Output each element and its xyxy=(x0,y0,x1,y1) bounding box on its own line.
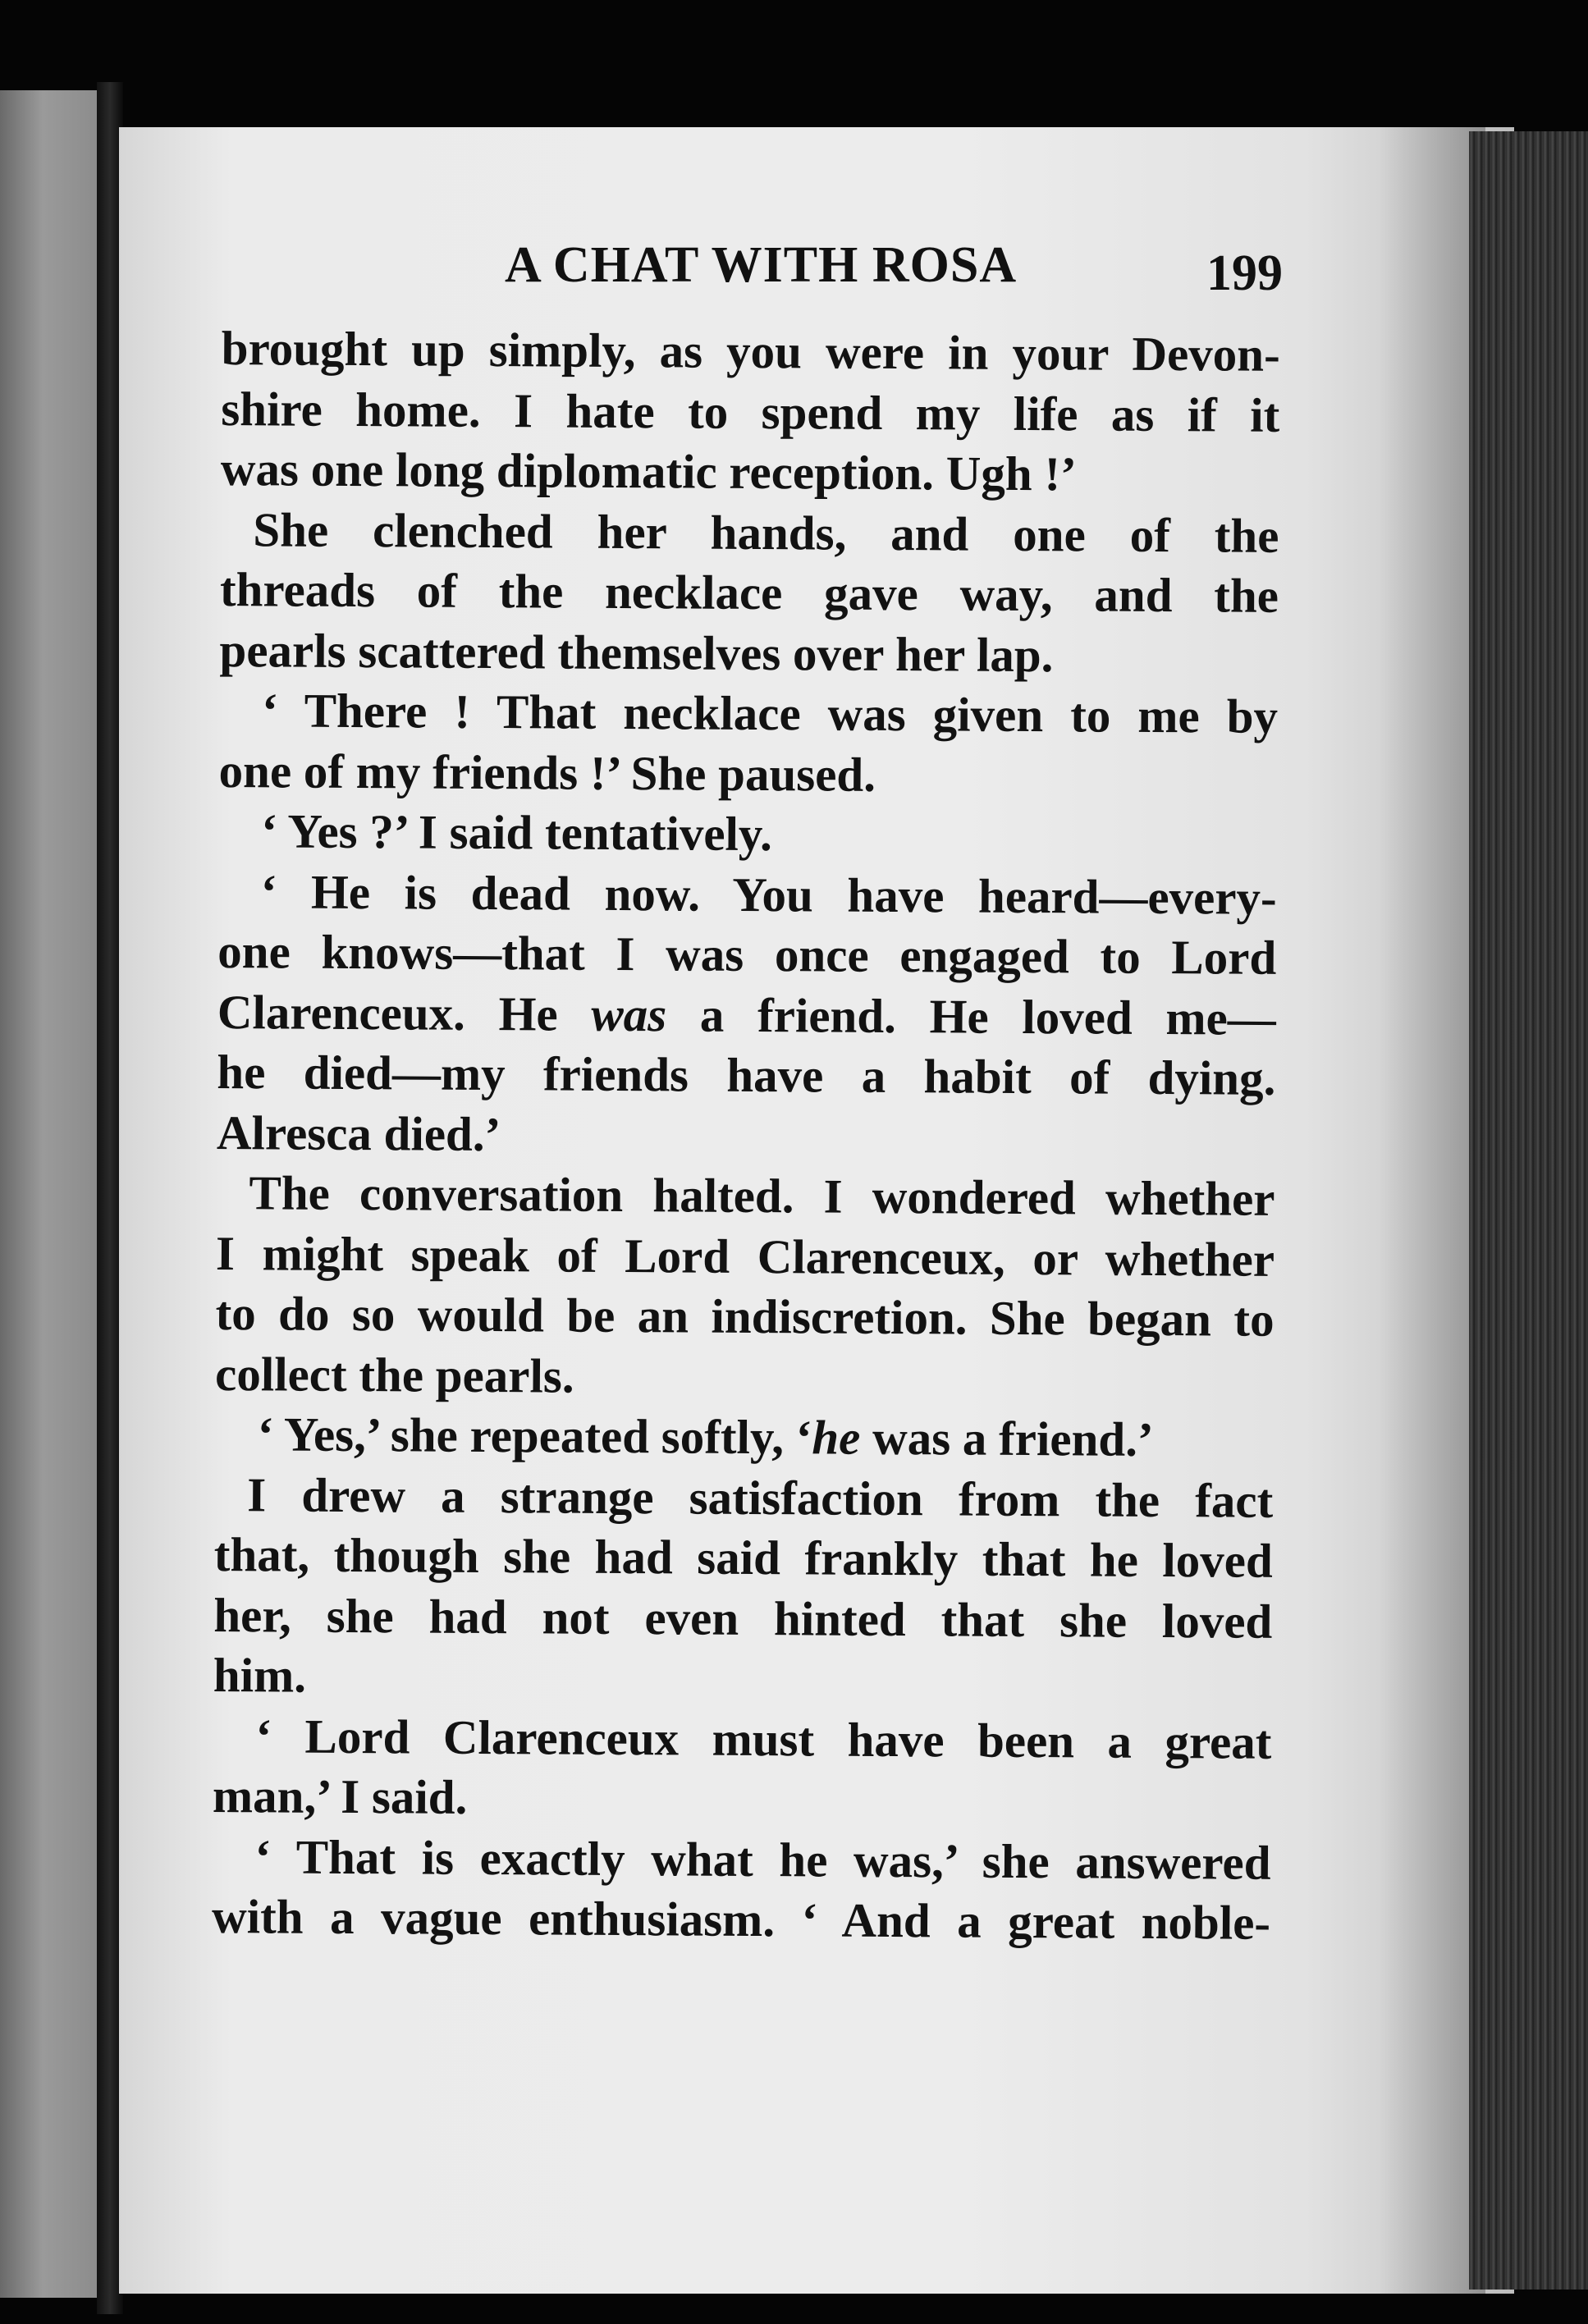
text-line: to do so would be an indiscretion. She began to xyxy=(215,1285,1275,1347)
text-line: ‘ He is dead now. You have heard—every- xyxy=(260,863,1277,925)
text-line: The conversation halted. I wondered whether xyxy=(249,1165,1275,1226)
text-line: shire home. I hate to spend my life as if it xyxy=(221,381,1280,442)
text-segment: a friend. He loved me— xyxy=(699,987,1277,1045)
running-head: A CHAT WITH ROSA xyxy=(505,237,1018,293)
text-line: with a vague enthusiasm. ‘ And a great noble- xyxy=(211,1888,1271,1950)
text-line: ‘ That is exactly what he was,’ she answered xyxy=(254,1828,1271,1890)
text-line: man,’ I said. xyxy=(212,1768,468,1824)
page-number: 199 xyxy=(1206,245,1283,301)
text-line: he died—my friends have a habit of dying. xyxy=(217,1044,1276,1105)
text-line: I drew a strange satisfaction from the fact xyxy=(247,1466,1274,1528)
text-line xyxy=(214,1404,1273,1471)
italic-word: he xyxy=(812,1410,861,1465)
text-line: ‘ Yes ?’ I said tentatively. xyxy=(260,803,773,862)
page-header xyxy=(492,236,1313,302)
text-line: She clenched her hands, and one of the xyxy=(253,501,1279,563)
text-line: was one long diplomatic reception. Ugh !’ xyxy=(220,441,1077,501)
text-line: brought up simply, as you were in your Devon- xyxy=(221,320,1280,382)
text-line: one knows—that I was once engaged to Lord xyxy=(217,923,1277,985)
text-line: that, though she had said frankly that he loved xyxy=(213,1526,1273,1588)
text-line: him. xyxy=(213,1647,307,1703)
text-line: ‘ There ! That necklace was given to me by xyxy=(261,683,1279,743)
body-text xyxy=(212,318,1280,1953)
text-line: I might speak of Lord Clarenceux, or whether xyxy=(215,1225,1275,1287)
page-edges xyxy=(1469,131,1588,2290)
text-line: threads of the necklace gave way, and the xyxy=(219,561,1279,623)
left-page-edge xyxy=(0,90,107,2298)
text-line: ‘ Lord Clarenceux must have been a great xyxy=(255,1708,1272,1769)
text-line: Alresca died.’ xyxy=(216,1105,501,1161)
italic-word: was xyxy=(591,986,667,1041)
text-line: collect the pearls. xyxy=(214,1346,574,1403)
text-line: her, she had not even hinted that she loved xyxy=(213,1587,1273,1649)
text-line: one of my friends !’ She paused. xyxy=(218,743,876,802)
text-segment: ‘ Yes,’ she repeated softly, ‘ xyxy=(257,1407,812,1465)
text-segment: Clarenceux. He xyxy=(217,984,558,1041)
text-line xyxy=(217,981,1276,1048)
text-line: pearls scattered themselves over her lap. xyxy=(219,622,1054,682)
text-segment: was a friend.’ xyxy=(872,1410,1154,1466)
